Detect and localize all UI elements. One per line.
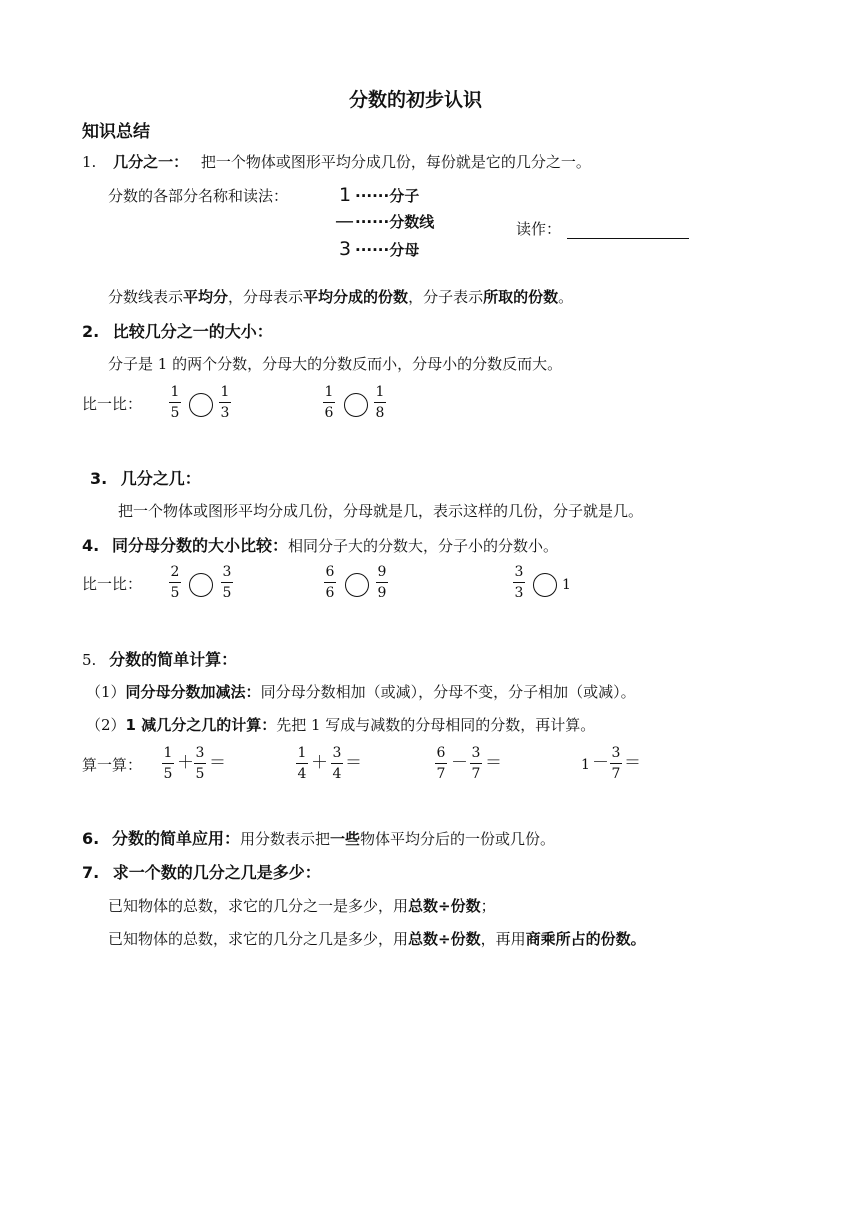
- meaning-bold-1: 平均分: [183, 288, 229, 306]
- fraction: [169, 565, 181, 600]
- compare-circle[interactable]: [533, 573, 557, 597]
- section-number: 7.: [82, 863, 100, 882]
- minus-operator: －: [451, 753, 468, 773]
- line-text-2: ，再用: [480, 930, 526, 948]
- page-title: 分数的初步认识: [349, 89, 483, 111]
- compare-circle[interactable]: [189, 573, 213, 597]
- fraction-numerator: 3: [222, 564, 232, 580]
- fraction: [219, 385, 231, 420]
- fraction-numerator: 1: [297, 745, 307, 761]
- fraction: [435, 746, 447, 781]
- fraction-denominator: 3: [514, 585, 524, 601]
- fraction-denominator: 5: [195, 766, 205, 782]
- section-2-text: 分子是 1 的两个分数，分母大的分数反而小，分母小的分数反而大。: [108, 355, 563, 373]
- section-label: 分数的简单应用：: [112, 829, 241, 848]
- meaning-bold-3: 所取的份数: [483, 288, 559, 306]
- fraction-numerator: 2: [170, 564, 180, 580]
- fraction-numerator: 3: [514, 564, 524, 580]
- diagram-denominator-name: ······分母: [355, 241, 420, 259]
- fraction-denominator: 7: [436, 766, 446, 782]
- sub-label: 1 减几分之几的计算：: [125, 716, 277, 734]
- section-6: [82, 831, 555, 847]
- section-label: 同分母分数的大小比较：: [112, 536, 289, 555]
- fraction-denominator: 5: [170, 405, 180, 421]
- section-number: 5.: [82, 651, 97, 669]
- fraction-denominator: 6: [324, 405, 334, 421]
- fraction-numerator: 1: [220, 384, 230, 400]
- whole-number: 1: [562, 577, 571, 593]
- line-text: 已知物体的总数，求它的几分之几是多少，用: [108, 930, 409, 948]
- plus-operator: ＋: [177, 753, 194, 773]
- fraction-denominator: 8: [375, 405, 385, 421]
- compare-label: 比一比：: [82, 575, 143, 593]
- equals-sign: ＝: [624, 753, 641, 773]
- section-number: 1.: [82, 153, 97, 171]
- fraction: [610, 746, 622, 781]
- fraction-numerator: 3: [611, 745, 621, 761]
- section-4: [82, 538, 558, 554]
- fraction: [323, 385, 335, 420]
- minus-operator: －: [592, 753, 609, 773]
- line-end: ；: [480, 897, 496, 915]
- fraction-denominator: 7: [611, 766, 621, 782]
- fraction-numerator: 1: [324, 384, 334, 400]
- section-number: 6.: [82, 829, 100, 848]
- section-text: 相同分子大的分数大，分子小的分数小。: [288, 537, 559, 555]
- read-label: 读作：: [516, 220, 562, 238]
- diagram-numerator: 1: [339, 184, 352, 206]
- diagram-line-name: ······分数线: [355, 213, 435, 231]
- sub-rule-2: [86, 718, 595, 733]
- diagram-line-symbol: —: [335, 210, 354, 232]
- section-bold-1: 一些: [330, 830, 361, 848]
- section-label: 几分之几：: [120, 469, 201, 488]
- section-number: 4.: [82, 536, 100, 555]
- section-label: 分数的简单计算：: [109, 650, 238, 669]
- line-text: 已知物体的总数，求它的几分之一是多少，用: [108, 897, 409, 915]
- meaning-text-2: ，分母表示: [228, 288, 304, 306]
- fraction: [331, 746, 343, 781]
- calc-label: 算一算：: [82, 756, 143, 774]
- plus-operator: ＋: [311, 753, 328, 773]
- sub-text: 先把 1 写成与减数的分母相同的分数，再计算。: [276, 716, 596, 734]
- fraction-denominator: 5: [170, 585, 180, 601]
- section-number: 2.: [82, 322, 100, 341]
- section-label: 几分之一：: [113, 153, 189, 171]
- section-7-line-2: [108, 932, 646, 947]
- sub-text: 同分母分数相加（或减），分母不变，分子相加（或减）。: [260, 683, 636, 701]
- section-2-heading: [82, 324, 273, 340]
- sub-number: （1）: [86, 683, 126, 701]
- read-answer-blank[interactable]: [567, 238, 689, 239]
- section-text: 把一个物体或图形平均分成几份，每份就是它的几分之一。: [200, 153, 591, 171]
- fraction-numerator: 3: [471, 745, 481, 761]
- section-text-1: 用分数表示把: [240, 830, 331, 848]
- section-3-text: 把一个物体或图形平均分成几份，分母就是几，表示这样的几份，分子就是几。: [118, 502, 644, 520]
- fraction-numerator: 6: [436, 745, 446, 761]
- fraction-numerator: 1: [375, 384, 385, 400]
- fraction: [194, 746, 206, 781]
- fraction-denominator: 9: [377, 585, 387, 601]
- fraction: [376, 565, 388, 600]
- section-label: 求一个数的几分之几是多少：: [112, 863, 321, 882]
- equals-sign: ＝: [209, 753, 226, 773]
- fraction-denominator: 7: [471, 766, 481, 782]
- fraction-denominator: 6: [325, 585, 335, 601]
- section-label: 比较几分之一的大小：: [112, 322, 273, 341]
- fraction-numerator: 1: [170, 384, 180, 400]
- fraction-numerator: 1: [163, 745, 173, 761]
- line-bold-1: 总数÷份数: [408, 930, 481, 948]
- compare-circle[interactable]: [345, 573, 369, 597]
- diagram-denominator: 3: [339, 238, 352, 260]
- equals-sign: ＝: [345, 753, 362, 773]
- sub-number: （2）: [86, 716, 126, 734]
- fraction-denominator: 4: [297, 766, 307, 782]
- compare-label: 比一比：: [82, 395, 143, 413]
- meaning-text-4: 。: [558, 288, 574, 306]
- fraction-denominator: 4: [332, 766, 342, 782]
- section-text-2: 物体平均分后的一份或几份。: [360, 830, 556, 848]
- compare-circle[interactable]: [189, 393, 213, 417]
- fraction: [470, 746, 482, 781]
- fraction-numerator: 3: [332, 745, 342, 761]
- fraction: [162, 746, 174, 781]
- fraction-denominator: 5: [163, 766, 173, 782]
- section-number: 3.: [90, 469, 108, 488]
- fraction: [221, 565, 233, 600]
- diagram-numerator-name: ······分子: [355, 187, 420, 205]
- line-bold-2: 商乘所占的份数。: [525, 930, 646, 948]
- equals-sign: ＝: [485, 753, 502, 773]
- fraction: [374, 385, 386, 420]
- section-3-heading: [90, 471, 201, 487]
- fraction-numerator: 3: [195, 745, 205, 761]
- meaning-text-3: ，分子表示: [408, 288, 484, 306]
- sub-rule-1: [86, 685, 636, 700]
- meaning-bold-2: 平均分成的份数: [303, 288, 409, 306]
- fraction-denominator: 3: [220, 405, 230, 421]
- summary-heading: 知识总结: [82, 122, 150, 142]
- fraction-numerator: 6: [325, 564, 335, 580]
- section-7-heading: [82, 865, 321, 881]
- fraction-numerator: 9: [377, 564, 387, 580]
- section-1: [82, 155, 591, 170]
- compare-circle[interactable]: [344, 393, 368, 417]
- section-7-line-1: [108, 899, 496, 914]
- fraction-line-meaning: [108, 290, 573, 305]
- fraction: [169, 385, 181, 420]
- meaning-text-1: 分数线表示: [108, 288, 184, 306]
- whole-number: 1: [581, 757, 590, 773]
- line-bold: 总数÷份数: [408, 897, 481, 915]
- fraction: [324, 565, 336, 600]
- fraction-diagram: [335, 184, 469, 266]
- fraction-denominator: 5: [222, 585, 232, 601]
- fraction: [513, 565, 525, 600]
- parts-label: 分数的各部分名称和读法：: [108, 187, 289, 205]
- section-5-heading: [82, 652, 237, 668]
- fraction: [296, 746, 308, 781]
- sub-label: 同分母分数加减法：: [125, 683, 261, 701]
